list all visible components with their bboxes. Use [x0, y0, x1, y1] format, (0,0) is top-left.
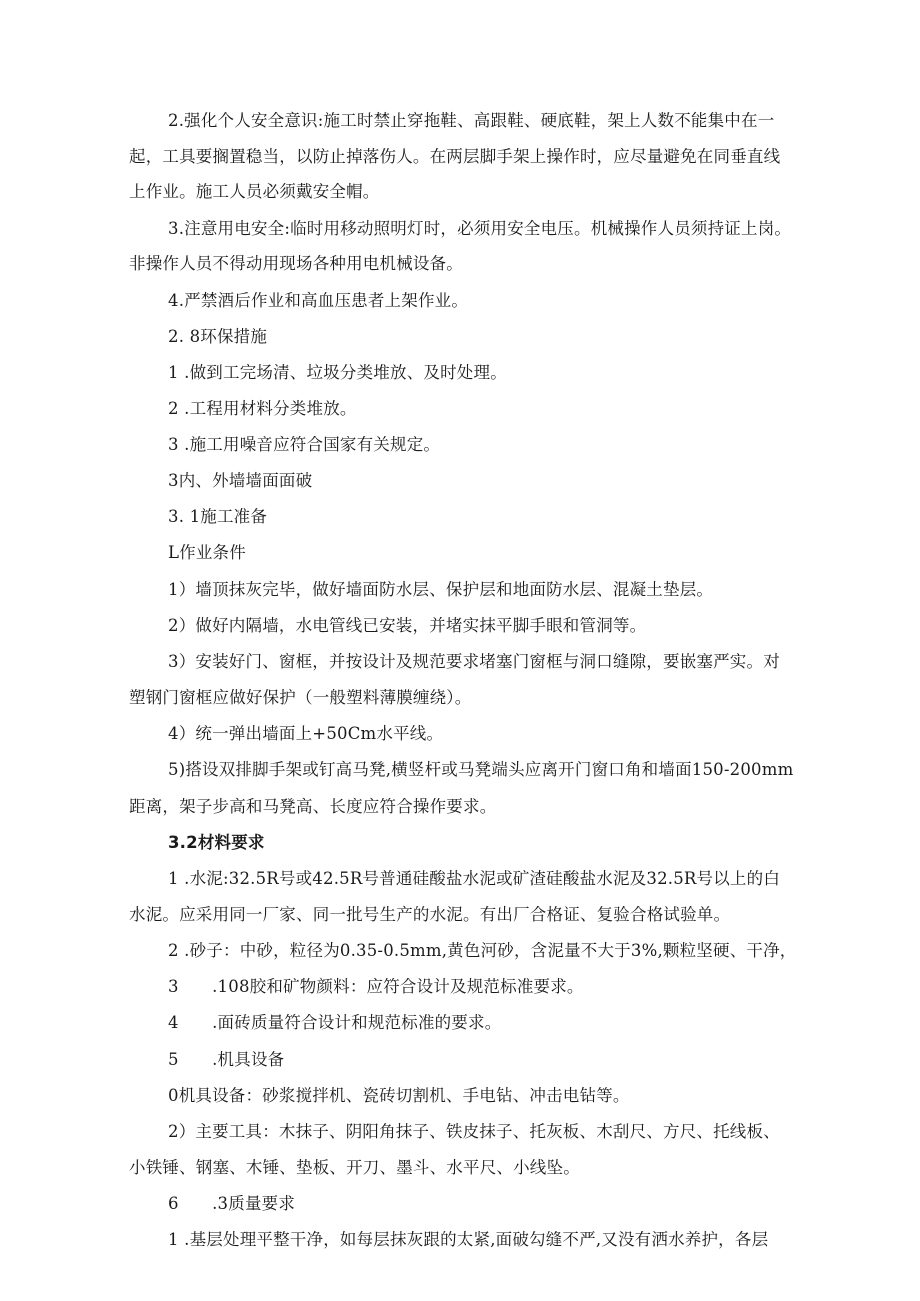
paragraph-line-22: 1 .水泥:32.5R号或42.5R号普通硅酸盐水泥或矿渣硅酸盐水泥及32.5R号以上的白 — [168, 869, 781, 888]
paragraph-line-14: 1）墙顶抹灰完毕，做好墙面防水层、保护层和地面防水层、混凝土垫层。 — [168, 580, 714, 599]
paragraph-line-16: 3）安装好门、窗框，并按设计及规范要求堵塞门窗框与洞口缝隙，要嵌塞严实。对 — [168, 652, 780, 671]
paragraph-line-8: 1 .做到工完场清、垃圾分类堆放、及时处理。 — [168, 363, 507, 382]
section-heading-3-2: 3.2材料要求 — [168, 833, 265, 852]
paragraph-line-28: 0机具设备：砂浆搅拌机、瓷砖切割机、手电钻、冲击电钻等。 — [168, 1086, 630, 1105]
paragraph-line-25: 3 .108胶和矿物颜料：应符合设计及规范标准要求。 — [168, 977, 584, 996]
paragraph-line-20: 距离，架子步高和马凳高、长度应符合操作要求。 — [129, 797, 497, 816]
paragraph-line-24: 2 .砂子：中砂，粒径为0.35-0.5mm,黄色河砂，含泥量不大于3%,颗粒坚硬、干净， — [168, 941, 797, 960]
paragraph-line-26: 4 .面砖质量符合设计和规范标准的要求。 — [168, 1013, 502, 1032]
paragraph-line-27: 5 .机具设备 — [168, 1050, 285, 1069]
subsection-heading: L作业条件 — [168, 543, 246, 562]
paragraph-line-19: 5)搭设双排脚手架或钉高马凳,横竖杆或马凳端头应离开门窗口角和墙面150-200mm — [168, 760, 794, 779]
section-heading-3: 3内、外墙墙面面破 — [168, 471, 313, 490]
paragraph-line-17: 塑钢门窗框应做好保护（一般塑料薄膜缠绕）。 — [129, 688, 472, 707]
paragraph-line-15: 2）做好内隔墙，水电管线已安装，并堵实抹平脚手眼和管洞等。 — [168, 616, 647, 635]
paragraph-line-1: 2.强化个人安全意识:施工时禁止穿拖鞋、高跟鞋、硬底鞋，架上人数不能集中在一 — [168, 111, 775, 130]
paragraph-line-29: 2）主要工具：木抹子、阴阳角抹子、铁皮抹子、托灰板、木刮尺、方尺、托线板、 — [168, 1122, 780, 1141]
paragraph-line-18: 4）统一弹出墙面上+50Cm水平线。 — [168, 724, 444, 743]
paragraph-line-30: 小铁锤、钢塞、木锤、垫板、开刀、墨斗、水平尺、小线坠。 — [129, 1158, 580, 1177]
paragraph-line-6: 4.严禁酒后作业和高血压患者上架作业。 — [168, 291, 469, 310]
section-heading-3-1: 3. 1施工准备 — [168, 507, 268, 526]
paragraph-line-4: 3.注意用电安全:临时用移动照明灯时，必须用安全电压。机械操作人员须持证上岗。 — [168, 219, 792, 238]
paragraph-line-5: 非操作人员不得动用现场各种用电机械设备。 — [129, 254, 463, 273]
paragraph-line-9: 2 .工程用材料分类堆放。 — [168, 399, 357, 418]
paragraph-line-32: 1 .基层处理平整干净，如每层抹灰跟的太紧,面破勾缝不严,又没有洒水养护，各层 — [168, 1230, 769, 1249]
paragraph-line-10: 3 .施工用噪音应符合国家有关规定。 — [168, 435, 441, 454]
paragraph-line-23: 水泥。应采用同一厂家、同一批号生产的水泥。有出厂合格证、复验合格试验单。 — [129, 905, 731, 924]
paragraph-line-3: 上作业。施工人员必须戴安全帽。 — [129, 182, 380, 201]
section-heading-quality: 6 .3质量要求 — [168, 1194, 296, 1213]
section-heading-2-8: 2. 8环保措施 — [168, 327, 268, 346]
paragraph-line-2: 起，工具要搁置稳当，以防止掉落伤人。在两层脚手架上操作时，应尽量避免在同垂直线 — [129, 147, 781, 166]
